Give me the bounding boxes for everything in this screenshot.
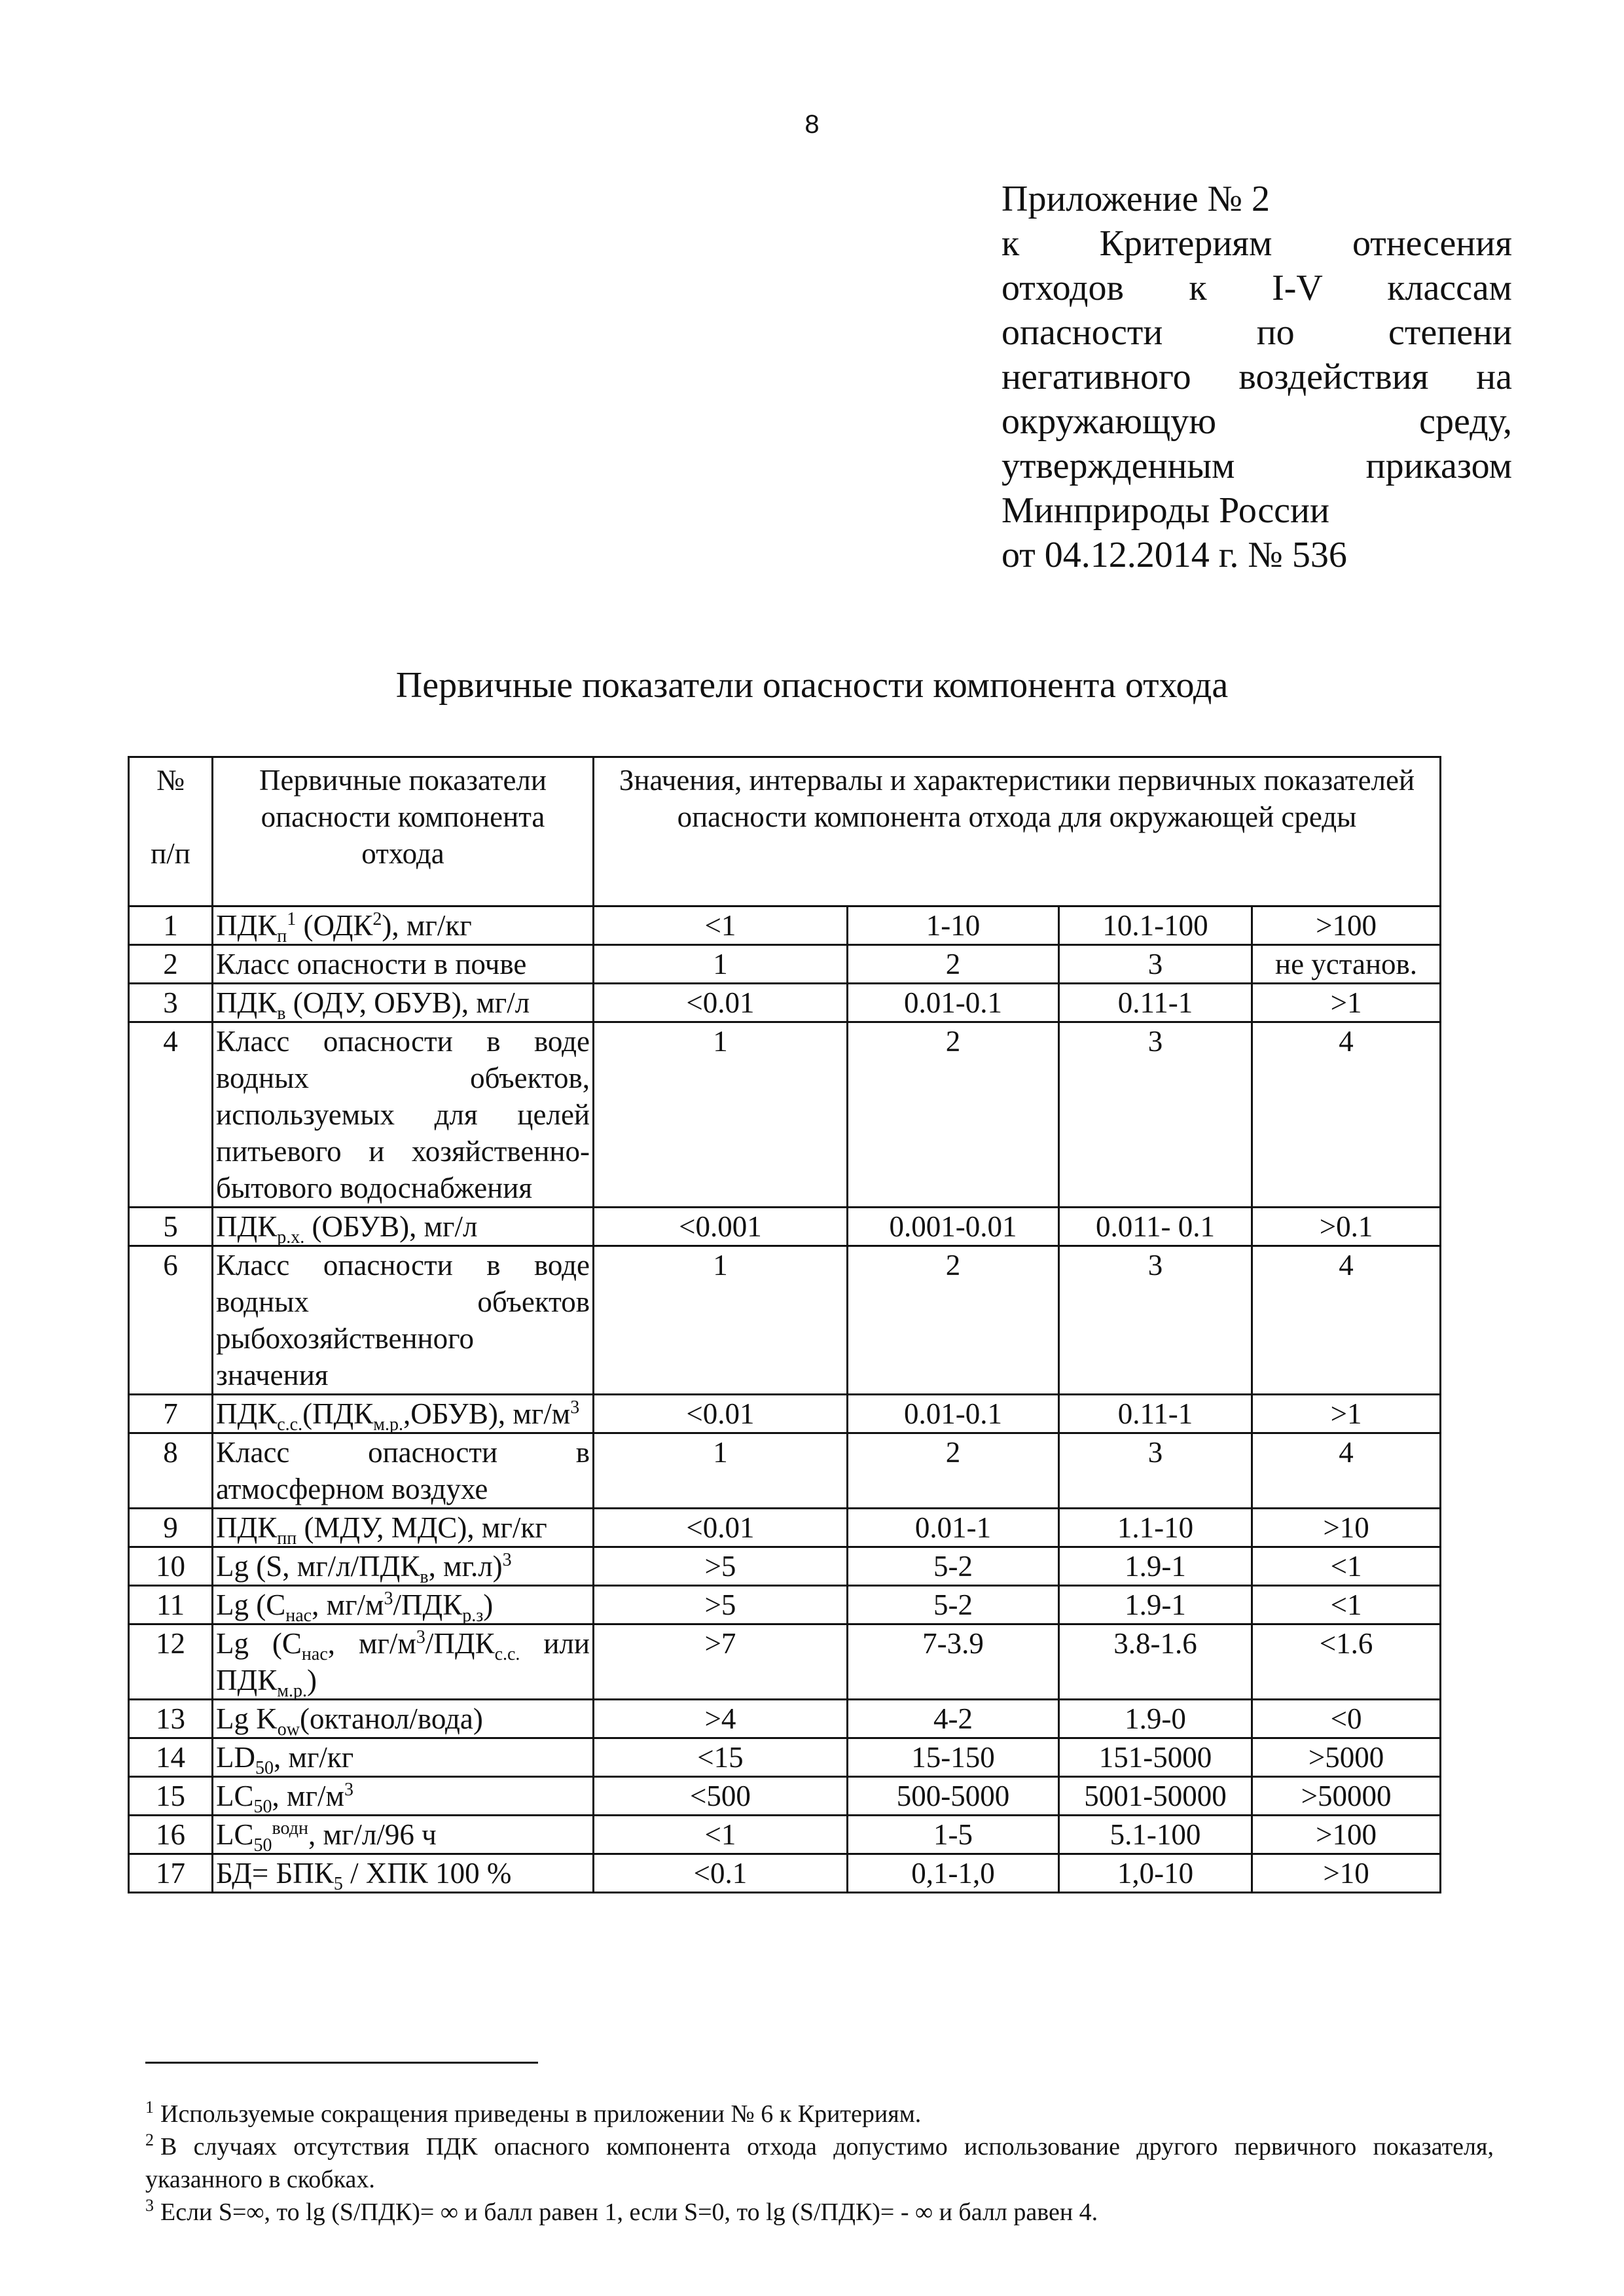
value-cell: <0.001 — [594, 1208, 848, 1246]
value-cell: 3 — [1059, 1433, 1252, 1509]
header-num-symbol: № — [156, 764, 185, 797]
value-cell: 7-3.9 — [848, 1624, 1059, 1700]
footnote — [145, 2098, 1494, 2130]
row-number: 3 — [129, 984, 213, 1022]
row-number: 10 — [129, 1547, 213, 1586]
value-cell: >10 — [1252, 1854, 1441, 1893]
value-cell: 0.11-1 — [1059, 1395, 1252, 1433]
row-number: 12 — [129, 1624, 213, 1700]
footnote — [145, 2196, 1494, 2229]
value-cell: 0,1-1,0 — [848, 1854, 1059, 1893]
table-row — [129, 1816, 1441, 1854]
row-number: 13 — [129, 1700, 213, 1738]
value-cell: 151-5000 — [1059, 1738, 1252, 1777]
table-row — [129, 1433, 1441, 1509]
value-cell: >5 — [594, 1586, 848, 1624]
value-cell: 3.8-1.6 — [1059, 1624, 1252, 1700]
footnote-divider — [145, 2062, 538, 2064]
value-cell: >1 — [1252, 1395, 1441, 1433]
value-cell: 3 — [1059, 945, 1252, 984]
row-indicator: $LC_{50}^{водн}$, мг/л/96 ч — [213, 1816, 594, 1854]
value-cell: 0.01-1 — [848, 1509, 1059, 1547]
table-row — [129, 1700, 1441, 1738]
document-title: Первичные показатели опасности компонента отхода — [395, 665, 1229, 706]
row-number: 5 — [129, 1208, 213, 1246]
row-indicator: Класс опасности в воде водных объектов, используемых для целей питьевого и хозяйственно-бытового водоснабжения — [213, 1022, 594, 1208]
footnote-mark: 3 — [145, 2196, 154, 2215]
table-row — [129, 1624, 1441, 1700]
appendix-line: негативного воздействия на — [1001, 357, 1512, 397]
value-cell: 3 — [1059, 1246, 1252, 1395]
row-indicator: $ПДК_{с.с.}(ПДК_{м.р.},ОБУВ)$, $мг/м^3$ — [213, 1395, 594, 1433]
header-num-label: п/п — [151, 837, 190, 870]
appendix-line: Минприроды России — [1001, 490, 1329, 531]
value-cell: 4 — [1252, 1433, 1441, 1509]
value-cell: 1.9-0 — [1059, 1700, 1252, 1738]
value-cell: <0.01 — [594, 1395, 848, 1433]
table-row — [129, 1586, 1441, 1624]
footnote-text: Если S=∞, то lg (S/ПДК)= ∞ и балл равен 1, если S=0, то lg (S/ПДК)= - ∞ и балл равен 4. — [160, 2198, 1098, 2226]
row-indicator: $ПДК_в$ (ОДУ, ОБУВ), мг/л — [213, 984, 594, 1022]
value-cell: >100 — [1252, 906, 1441, 945]
row-indicator: $LD_{50}$, мг/кг — [213, 1738, 594, 1777]
value-cell: <0.01 — [594, 1509, 848, 1547]
table-row — [129, 1022, 1441, 1208]
table-row — [129, 984, 1441, 1022]
value-cell: >10 — [1252, 1509, 1441, 1547]
table-row — [129, 1854, 1441, 1893]
row-indicator: $ПДК_{р.х.}$ (ОБУВ), мг/л — [213, 1208, 594, 1246]
value-cell: 4-2 — [848, 1700, 1059, 1738]
value-cell: 1-10 — [848, 906, 1059, 945]
footnote-mark: 1 — [145, 2098, 154, 2117]
value-cell: 0.11-1 — [1059, 984, 1252, 1022]
value-cell: 1 — [594, 1246, 848, 1395]
row-indicator: Lg $K_{ow}(октанол/вода)$ — [213, 1700, 594, 1738]
footnote-text: Используемые сокращения приведены в приложении № 6 к Критериям. — [160, 2100, 922, 2128]
appendix-line: опасности по степени — [1001, 312, 1512, 353]
row-indicator: Класс опасности в воде водных объектов рыбохозяйственного значения — [213, 1246, 594, 1395]
value-cell: 500-5000 — [848, 1777, 1059, 1816]
table-header-row — [129, 757, 1441, 906]
value-cell: <1 — [594, 1816, 848, 1854]
table-row — [129, 1208, 1441, 1246]
appendix-line: к Критериям отнесения — [1001, 223, 1512, 264]
row-indicator: $ПДК_п^1$ (ОДК$^2$), мг/кг — [213, 906, 594, 945]
value-cell: 0.01-0.1 — [848, 984, 1059, 1022]
appendix-line: утвержденным приказом — [1001, 446, 1512, 486]
row-indicator: $ПДК_{пп}$ (МДУ, МДС), мг/кг — [213, 1509, 594, 1547]
value-cell: 2 — [848, 1022, 1059, 1208]
table-row — [129, 1246, 1441, 1395]
value-cell: >100 — [1252, 1816, 1441, 1854]
row-number: 1 — [129, 906, 213, 945]
table-row — [129, 1395, 1441, 1433]
value-cell: 1 — [594, 1433, 848, 1509]
appendix-line: окружающую среду, — [1001, 401, 1512, 442]
value-cell: 15-150 — [848, 1738, 1059, 1777]
footnote-mark: 2 — [145, 2130, 154, 2150]
row-indicator: Lg ($C_{нас}$, $мг/м^3/ПДК_{р.з}$) — [213, 1586, 594, 1624]
value-cell: <0.01 — [594, 984, 848, 1022]
value-cell: 2 — [848, 1246, 1059, 1395]
appendix-reference — [1001, 177, 1512, 577]
value-cell: 5-2 — [848, 1586, 1059, 1624]
table-row — [129, 906, 1441, 945]
value-cell: 1.9-1 — [1059, 1547, 1252, 1586]
value-cell: 0.011- 0.1 — [1059, 1208, 1252, 1246]
appendix-line: отходов к I-V классам — [1001, 268, 1512, 308]
footnote-text: В случаях отсутствия ПДК опасного компонента отхода допустимо использование другого первичного показателя, указанного в скобках. — [145, 2133, 1494, 2193]
header-indicator: Первичные показатели опасности компонента отхода — [213, 757, 594, 906]
value-cell: >7 — [594, 1624, 848, 1700]
value-cell: 4 — [1252, 1246, 1441, 1395]
value-cell: <0.1 — [594, 1854, 848, 1893]
value-cell: <0 — [1252, 1700, 1441, 1738]
row-indicator: $БД= БПК_5$ / ХПК 100 % — [213, 1854, 594, 1893]
value-cell: 5001-50000 — [1059, 1777, 1252, 1816]
row-number: 14 — [129, 1738, 213, 1777]
value-cell: не установ. — [1252, 945, 1441, 984]
appendix-line: Приложение № 2 — [1001, 179, 1270, 219]
value-cell: <15 — [594, 1738, 848, 1777]
footnote — [145, 2130, 1494, 2196]
indicators-table — [128, 756, 1441, 1893]
value-cell: 1.1-10 — [1059, 1509, 1252, 1547]
value-cell: 1 — [594, 945, 848, 984]
row-indicator: Класс опасности в почве — [213, 945, 594, 984]
value-cell: 4 — [1252, 1022, 1441, 1208]
row-number: 11 — [129, 1586, 213, 1624]
row-indicator: Lg ($C_{нас}$, $мг/м^3/ПДК_{с.с.}$ или $ПДК_{м.р.}$) — [213, 1624, 594, 1700]
table-row — [129, 1777, 1441, 1816]
value-cell: 1.9-1 — [1059, 1586, 1252, 1624]
row-number: 9 — [129, 1509, 213, 1547]
value-cell: <1 — [594, 906, 848, 945]
row-number: 7 — [129, 1395, 213, 1433]
value-cell: 5-2 — [848, 1547, 1059, 1586]
table-row — [129, 1547, 1441, 1586]
value-cell: 1-5 — [848, 1816, 1059, 1854]
row-number: 6 — [129, 1246, 213, 1395]
table-row — [129, 1509, 1441, 1547]
value-cell: 3 — [1059, 1022, 1252, 1208]
value-cell: >4 — [594, 1700, 848, 1738]
value-cell: 1 — [594, 1022, 848, 1208]
row-number: 17 — [129, 1854, 213, 1893]
value-cell: 5.1-100 — [1059, 1816, 1252, 1854]
value-cell: 1,0-10 — [1059, 1854, 1252, 1893]
row-indicator: Lg (S, $мг/л/ПДК_в$, мг.л)$^3$ — [213, 1547, 594, 1586]
value-cell: 0.001-0.01 — [848, 1208, 1059, 1246]
value-cell: <1.6 — [1252, 1624, 1441, 1700]
value-cell: 0.01-0.1 — [848, 1395, 1059, 1433]
value-cell: >1 — [1252, 984, 1441, 1022]
value-cell: 10.1-100 — [1059, 906, 1252, 945]
table-row — [129, 1738, 1441, 1777]
value-cell: <1 — [1252, 1547, 1441, 1586]
row-number: 8 — [129, 1433, 213, 1509]
header-num — [129, 757, 213, 906]
row-number: 2 — [129, 945, 213, 984]
value-cell: 2 — [848, 1433, 1059, 1509]
row-indicator: Класс опасности в атмосферном воздухе — [213, 1433, 594, 1509]
row-number: 4 — [129, 1022, 213, 1208]
value-cell: <500 — [594, 1777, 848, 1816]
row-number: 15 — [129, 1777, 213, 1816]
page-number: 8 — [804, 110, 820, 139]
table-row — [129, 945, 1441, 984]
value-cell: >0.1 — [1252, 1208, 1441, 1246]
footnotes — [145, 2098, 1494, 2229]
value-cell: >5000 — [1252, 1738, 1441, 1777]
value-cell: 2 — [848, 945, 1059, 984]
value-cell: <1 — [1252, 1586, 1441, 1624]
row-number: 16 — [129, 1816, 213, 1854]
appendix-line: от 04.12.2014 г. № 536 — [1001, 535, 1347, 575]
header-values: Значения, интервалы и характеристики первичных показателей опасности компонента отхода для окружающей среды — [594, 757, 1441, 906]
row-indicator: $LC_{50}$, $мг/м^3$ — [213, 1777, 594, 1816]
value-cell: >50000 — [1252, 1777, 1441, 1816]
value-cell: >5 — [594, 1547, 848, 1586]
